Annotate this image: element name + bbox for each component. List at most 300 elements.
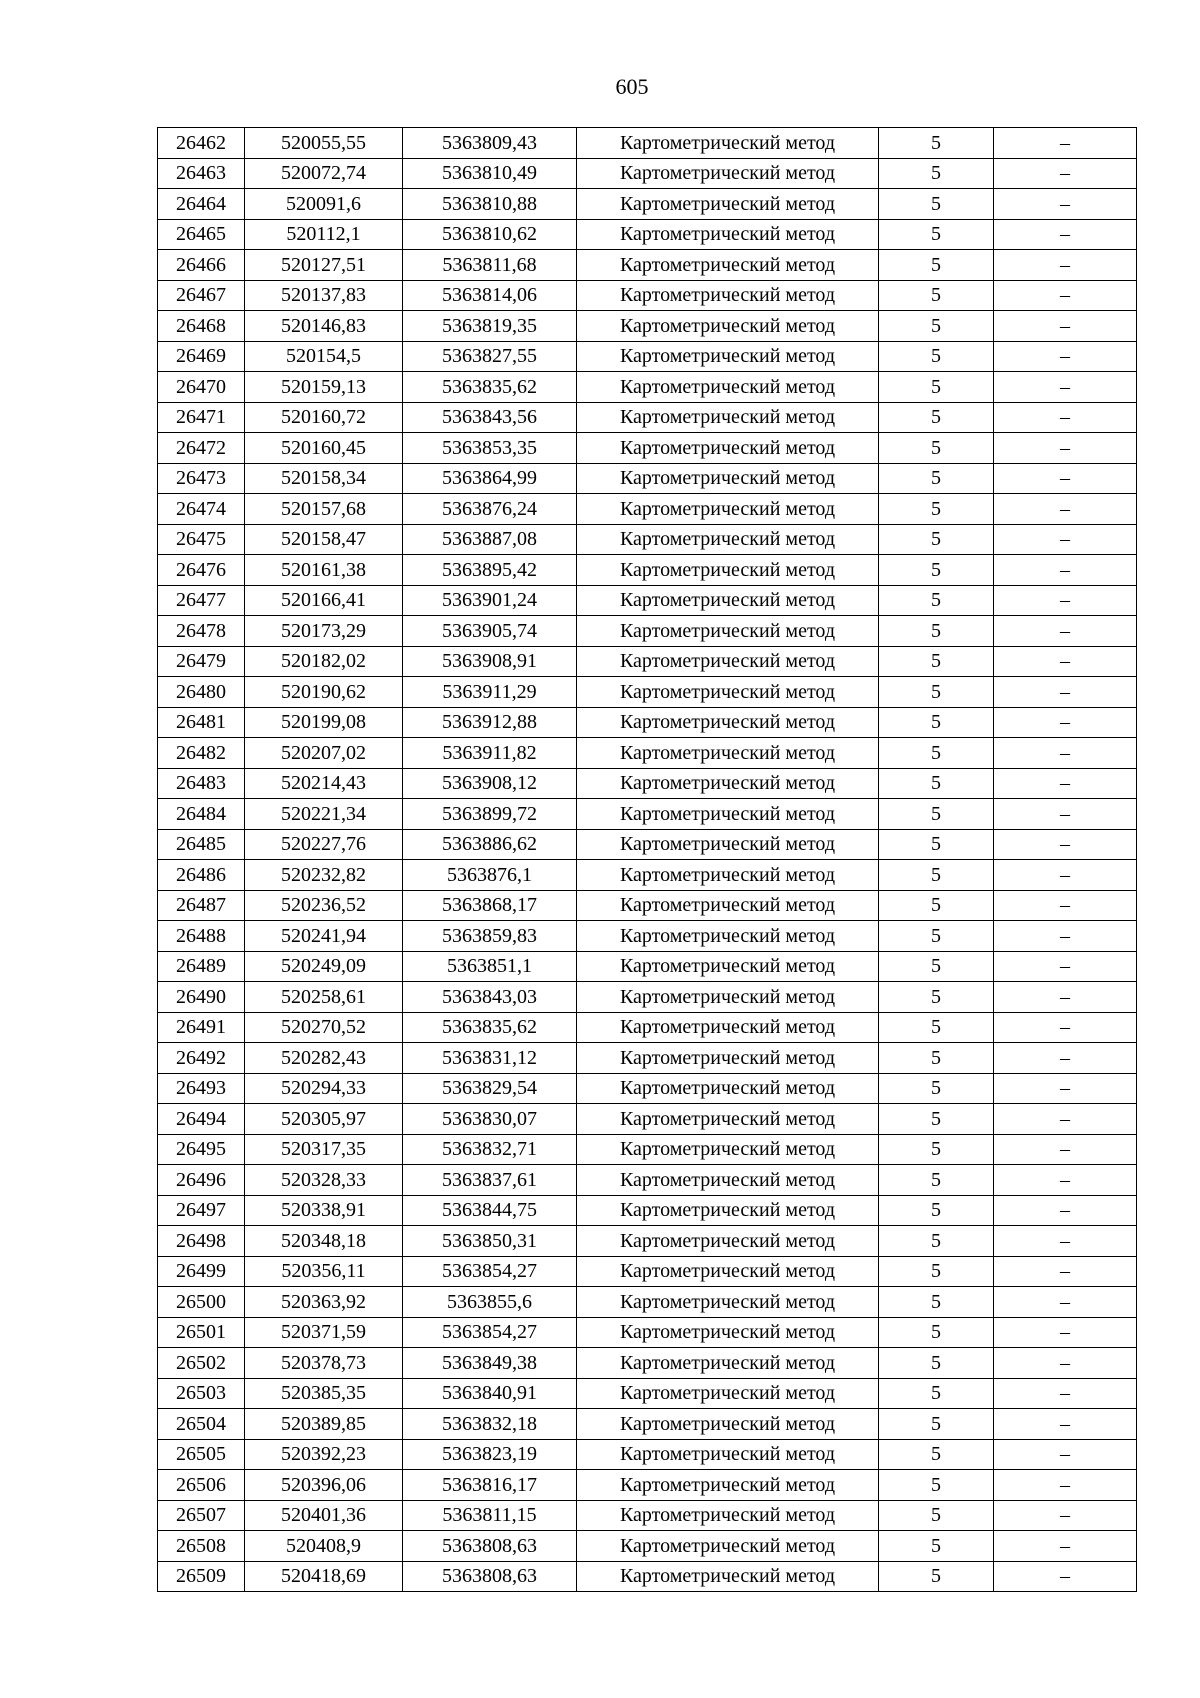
point-number-cell: 26506 (158, 1470, 245, 1501)
note-cell: – (994, 1470, 1137, 1501)
note-cell: – (994, 158, 1137, 189)
accuracy-cell: 5 (879, 555, 994, 586)
table-row (158, 1500, 1137, 1531)
point-number-cell: 26464 (158, 189, 245, 220)
y-coordinate-cell: 5363876,24 (403, 494, 577, 525)
table-row (158, 585, 1137, 616)
method-cell: Картометрический метод (577, 250, 879, 281)
point-number-cell: 26504 (158, 1409, 245, 1440)
y-coordinate-cell: 5363810,62 (403, 219, 577, 250)
y-coordinate-cell: 5363859,83 (403, 921, 577, 952)
x-coordinate-cell: 520385,35 (245, 1378, 403, 1409)
note-cell: – (994, 1409, 1137, 1440)
x-coordinate-cell: 520158,47 (245, 524, 403, 555)
y-coordinate-cell: 5363811,15 (403, 1500, 577, 1531)
accuracy-cell: 5 (879, 1409, 994, 1440)
accuracy-cell: 5 (879, 646, 994, 677)
y-coordinate-cell: 5363829,54 (403, 1073, 577, 1104)
note-cell: – (994, 128, 1137, 159)
method-cell: Картометрический метод (577, 1531, 879, 1562)
method-cell: Картометрический метод (577, 1439, 879, 1470)
y-coordinate-cell: 5363854,27 (403, 1317, 577, 1348)
accuracy-cell: 5 (879, 890, 994, 921)
x-coordinate-cell: 520241,94 (245, 921, 403, 952)
x-coordinate-cell: 520112,1 (245, 219, 403, 250)
x-coordinate-cell: 520258,61 (245, 982, 403, 1013)
x-coordinate-cell: 520199,08 (245, 707, 403, 738)
y-coordinate-cell: 5363840,91 (403, 1378, 577, 1409)
table-row (158, 829, 1137, 860)
y-coordinate-cell: 5363912,88 (403, 707, 577, 738)
point-number-cell: 26462 (158, 128, 245, 159)
note-cell: – (994, 1012, 1137, 1043)
note-cell: – (994, 677, 1137, 708)
y-coordinate-cell: 5363864,99 (403, 463, 577, 494)
accuracy-cell: 5 (879, 402, 994, 433)
note-cell: – (994, 189, 1137, 220)
method-cell: Картометрический метод (577, 738, 879, 769)
note-cell: – (994, 1287, 1137, 1318)
table-row (158, 1439, 1137, 1470)
table-row (158, 616, 1137, 647)
method-cell: Картометрический метод (577, 585, 879, 616)
method-cell: Картометрический метод (577, 1561, 879, 1592)
y-coordinate-cell: 5363835,62 (403, 372, 577, 403)
table-row (158, 219, 1137, 250)
y-coordinate-cell: 5363837,61 (403, 1165, 577, 1196)
accuracy-cell: 5 (879, 463, 994, 494)
y-coordinate-cell: 5363901,24 (403, 585, 577, 616)
x-coordinate-cell: 520190,62 (245, 677, 403, 708)
y-coordinate-cell: 5363819,35 (403, 311, 577, 342)
note-cell: – (994, 951, 1137, 982)
table-row (158, 402, 1137, 433)
note-cell: – (994, 433, 1137, 464)
point-number-cell: 26467 (158, 280, 245, 311)
table-row (158, 860, 1137, 891)
x-coordinate-cell: 520338,91 (245, 1195, 403, 1226)
point-number-cell: 26509 (158, 1561, 245, 1592)
accuracy-cell: 5 (879, 1256, 994, 1287)
table-row (158, 341, 1137, 372)
method-cell: Картометрический метод (577, 799, 879, 830)
accuracy-cell: 5 (879, 1287, 994, 1318)
note-cell: – (994, 555, 1137, 586)
x-coordinate-cell: 520158,34 (245, 463, 403, 494)
x-coordinate-cell: 520371,59 (245, 1317, 403, 1348)
x-coordinate-cell: 520396,06 (245, 1470, 403, 1501)
table-row (158, 158, 1137, 189)
note-cell: – (994, 1104, 1137, 1135)
note-cell: – (994, 707, 1137, 738)
method-cell: Картометрический метод (577, 555, 879, 586)
accuracy-cell: 5 (879, 921, 994, 952)
y-coordinate-cell: 5363811,68 (403, 250, 577, 281)
note-cell: – (994, 219, 1137, 250)
x-coordinate-cell: 520157,68 (245, 494, 403, 525)
point-number-cell: 26470 (158, 372, 245, 403)
table-row (158, 311, 1137, 342)
y-coordinate-cell: 5363851,1 (403, 951, 577, 982)
note-cell: – (994, 1043, 1137, 1074)
point-number-cell: 26495 (158, 1134, 245, 1165)
x-coordinate-cell: 520363,92 (245, 1287, 403, 1318)
page-number: 605 (615, 74, 649, 99)
point-number-cell: 26496 (158, 1165, 245, 1196)
note-cell: – (994, 1378, 1137, 1409)
x-coordinate-cell: 520348,18 (245, 1226, 403, 1257)
accuracy-cell: 5 (879, 799, 994, 830)
method-cell: Картометрический метод (577, 677, 879, 708)
note-cell: – (994, 585, 1137, 616)
note-cell: – (994, 341, 1137, 372)
method-cell: Картометрический метод (577, 341, 879, 372)
y-coordinate-cell: 5363849,38 (403, 1348, 577, 1379)
x-coordinate-cell: 520055,55 (245, 128, 403, 159)
accuracy-cell: 5 (879, 677, 994, 708)
x-coordinate-cell: 520166,41 (245, 585, 403, 616)
note-cell: – (994, 890, 1137, 921)
point-number-cell: 26502 (158, 1348, 245, 1379)
note-cell: – (994, 402, 1137, 433)
point-number-cell: 26489 (158, 951, 245, 982)
table-row (158, 1348, 1137, 1379)
point-number-cell: 26465 (158, 219, 245, 250)
method-cell: Картометрический метод (577, 890, 879, 921)
table-row (158, 982, 1137, 1013)
y-coordinate-cell: 5363835,62 (403, 1012, 577, 1043)
note-cell: – (994, 799, 1137, 830)
accuracy-cell: 5 (879, 341, 994, 372)
x-coordinate-cell: 520160,72 (245, 402, 403, 433)
table-row (158, 1256, 1137, 1287)
table-row (158, 1378, 1137, 1409)
note-cell: – (994, 768, 1137, 799)
point-number-cell: 26473 (158, 463, 245, 494)
x-coordinate-cell: 520236,52 (245, 890, 403, 921)
accuracy-cell: 5 (879, 951, 994, 982)
accuracy-cell: 5 (879, 1043, 994, 1074)
table-row (158, 1470, 1137, 1501)
accuracy-cell: 5 (879, 1012, 994, 1043)
note-cell: – (994, 1500, 1137, 1531)
note-cell: – (994, 1226, 1137, 1257)
x-coordinate-cell: 520182,02 (245, 646, 403, 677)
point-number-cell: 26486 (158, 860, 245, 891)
y-coordinate-cell: 5363886,62 (403, 829, 577, 860)
point-number-cell: 26491 (158, 1012, 245, 1043)
y-coordinate-cell: 5363854,27 (403, 1256, 577, 1287)
y-coordinate-cell: 5363908,12 (403, 768, 577, 799)
method-cell: Картометрический метод (577, 982, 879, 1013)
method-cell: Картометрический метод (577, 921, 879, 952)
point-number-cell: 26488 (158, 921, 245, 952)
table-row (158, 463, 1137, 494)
table-row (158, 494, 1137, 525)
x-coordinate-cell: 520356,11 (245, 1256, 403, 1287)
accuracy-cell: 5 (879, 768, 994, 799)
y-coordinate-cell: 5363831,12 (403, 1043, 577, 1074)
point-number-cell: 26485 (158, 829, 245, 860)
table-row (158, 1104, 1137, 1135)
method-cell: Картометрический метод (577, 280, 879, 311)
table-row (158, 951, 1137, 982)
accuracy-cell: 5 (879, 860, 994, 891)
table-row (158, 1561, 1137, 1592)
accuracy-cell: 5 (879, 128, 994, 159)
method-cell: Картометрический метод (577, 372, 879, 403)
x-coordinate-cell: 520127,51 (245, 250, 403, 281)
x-coordinate-cell: 520401,36 (245, 1500, 403, 1531)
table-row (158, 1134, 1137, 1165)
accuracy-cell: 5 (879, 1226, 994, 1257)
table-row (158, 524, 1137, 555)
coordinates-table (157, 127, 1137, 1592)
accuracy-cell: 5 (879, 433, 994, 464)
y-coordinate-cell: 5363905,74 (403, 616, 577, 647)
note-cell: – (994, 1317, 1137, 1348)
x-coordinate-cell: 520221,34 (245, 799, 403, 830)
method-cell: Картометрический метод (577, 829, 879, 860)
x-coordinate-cell: 520159,13 (245, 372, 403, 403)
point-number-cell: 26468 (158, 311, 245, 342)
accuracy-cell: 5 (879, 1561, 994, 1592)
point-number-cell: 26494 (158, 1104, 245, 1135)
method-cell: Картометрический метод (577, 1195, 879, 1226)
y-coordinate-cell: 5363832,18 (403, 1409, 577, 1440)
point-number-cell: 26476 (158, 555, 245, 586)
y-coordinate-cell: 5363816,17 (403, 1470, 577, 1501)
point-number-cell: 26505 (158, 1439, 245, 1470)
y-coordinate-cell: 5363830,07 (403, 1104, 577, 1135)
note-cell: – (994, 921, 1137, 952)
y-coordinate-cell: 5363908,91 (403, 646, 577, 677)
x-coordinate-cell: 520160,45 (245, 433, 403, 464)
method-cell: Картометрический метод (577, 1165, 879, 1196)
table-row (158, 921, 1137, 952)
method-cell: Картометрический метод (577, 1348, 879, 1379)
table-row (158, 677, 1137, 708)
note-cell: – (994, 524, 1137, 555)
table-row (158, 1195, 1137, 1226)
point-number-cell: 26469 (158, 341, 245, 372)
method-cell: Картометрический метод (577, 1470, 879, 1501)
x-coordinate-cell: 520214,43 (245, 768, 403, 799)
method-cell: Картометрический метод (577, 1256, 879, 1287)
y-coordinate-cell: 5363810,49 (403, 158, 577, 189)
accuracy-cell: 5 (879, 311, 994, 342)
point-number-cell: 26492 (158, 1043, 245, 1074)
method-cell: Картометрический метод (577, 646, 879, 677)
method-cell: Картометрический метод (577, 1317, 879, 1348)
point-number-cell: 26497 (158, 1195, 245, 1226)
point-number-cell: 26478 (158, 616, 245, 647)
accuracy-cell: 5 (879, 982, 994, 1013)
point-number-cell: 26463 (158, 158, 245, 189)
table-row (158, 1317, 1137, 1348)
y-coordinate-cell: 5363808,63 (403, 1561, 577, 1592)
x-coordinate-cell: 520328,33 (245, 1165, 403, 1196)
y-coordinate-cell: 5363895,42 (403, 555, 577, 586)
accuracy-cell: 5 (879, 280, 994, 311)
note-cell: – (994, 1439, 1137, 1470)
note-cell: – (994, 1165, 1137, 1196)
table-row (158, 1165, 1137, 1196)
table-row (158, 738, 1137, 769)
method-cell: Картометрический метод (577, 494, 879, 525)
note-cell: – (994, 1561, 1137, 1592)
accuracy-cell: 5 (879, 250, 994, 281)
point-number-cell: 26490 (158, 982, 245, 1013)
accuracy-cell: 5 (879, 1104, 994, 1135)
x-coordinate-cell: 520091,6 (245, 189, 403, 220)
y-coordinate-cell: 5363911,82 (403, 738, 577, 769)
method-cell: Картометрический метод (577, 1043, 879, 1074)
method-cell: Картометрический метод (577, 616, 879, 647)
point-number-cell: 26483 (158, 768, 245, 799)
point-number-cell: 26472 (158, 433, 245, 464)
x-coordinate-cell: 520408,9 (245, 1531, 403, 1562)
y-coordinate-cell: 5363832,71 (403, 1134, 577, 1165)
x-coordinate-cell: 520294,33 (245, 1073, 403, 1104)
accuracy-cell: 5 (879, 1348, 994, 1379)
note-cell: – (994, 494, 1137, 525)
x-coordinate-cell: 520270,52 (245, 1012, 403, 1043)
method-cell: Картометрический метод (577, 128, 879, 159)
x-coordinate-cell: 520173,29 (245, 616, 403, 647)
accuracy-cell: 5 (879, 616, 994, 647)
method-cell: Картометрический метод (577, 951, 879, 982)
table-row (158, 707, 1137, 738)
table-row (158, 1012, 1137, 1043)
accuracy-cell: 5 (879, 1134, 994, 1165)
accuracy-cell: 5 (879, 1073, 994, 1104)
table-row (158, 555, 1137, 586)
method-cell: Картометрический метод (577, 1378, 879, 1409)
note-cell: – (994, 280, 1137, 311)
note-cell: – (994, 616, 1137, 647)
accuracy-cell: 5 (879, 372, 994, 403)
x-coordinate-cell: 520227,76 (245, 829, 403, 860)
y-coordinate-cell: 5363814,06 (403, 280, 577, 311)
y-coordinate-cell: 5363843,03 (403, 982, 577, 1013)
point-number-cell: 26482 (158, 738, 245, 769)
x-coordinate-cell: 520418,69 (245, 1561, 403, 1592)
accuracy-cell: 5 (879, 829, 994, 860)
y-coordinate-cell: 5363899,72 (403, 799, 577, 830)
x-coordinate-cell: 520207,02 (245, 738, 403, 769)
table-row (158, 128, 1137, 159)
accuracy-cell: 5 (879, 1470, 994, 1501)
method-cell: Картометрический метод (577, 1104, 879, 1135)
method-cell: Картометрический метод (577, 1134, 879, 1165)
point-number-cell: 26475 (158, 524, 245, 555)
point-number-cell: 26477 (158, 585, 245, 616)
note-cell: – (994, 1134, 1137, 1165)
method-cell: Картометрический метод (577, 1409, 879, 1440)
point-number-cell: 26503 (158, 1378, 245, 1409)
point-number-cell: 26471 (158, 402, 245, 433)
table-row (158, 890, 1137, 921)
point-number-cell: 26479 (158, 646, 245, 677)
y-coordinate-cell: 5363809,43 (403, 128, 577, 159)
y-coordinate-cell: 5363887,08 (403, 524, 577, 555)
note-cell: – (994, 311, 1137, 342)
accuracy-cell: 5 (879, 1531, 994, 1562)
coordinates-table-body (158, 128, 1137, 1592)
method-cell: Картометрический метод (577, 433, 879, 464)
note-cell: – (994, 860, 1137, 891)
method-cell: Картометрический метод (577, 1012, 879, 1043)
point-number-cell: 26508 (158, 1531, 245, 1562)
note-cell: – (994, 1348, 1137, 1379)
x-coordinate-cell: 520072,74 (245, 158, 403, 189)
method-cell: Картометрический метод (577, 219, 879, 250)
accuracy-cell: 5 (879, 1195, 994, 1226)
method-cell: Картометрический метод (577, 707, 879, 738)
table-row (158, 799, 1137, 830)
table-row (158, 1226, 1137, 1257)
accuracy-cell: 5 (879, 1439, 994, 1470)
point-number-cell: 26498 (158, 1226, 245, 1257)
table-row (158, 1287, 1137, 1318)
accuracy-cell: 5 (879, 158, 994, 189)
table-row (158, 280, 1137, 311)
x-coordinate-cell: 520317,35 (245, 1134, 403, 1165)
table-row (158, 189, 1137, 220)
table-row (158, 1043, 1137, 1074)
accuracy-cell: 5 (879, 524, 994, 555)
accuracy-cell: 5 (879, 738, 994, 769)
method-cell: Картометрический метод (577, 463, 879, 494)
method-cell: Картометрический метод (577, 189, 879, 220)
point-number-cell: 26493 (158, 1073, 245, 1104)
y-coordinate-cell: 5363827,55 (403, 341, 577, 372)
point-number-cell: 26501 (158, 1317, 245, 1348)
y-coordinate-cell: 5363844,75 (403, 1195, 577, 1226)
x-coordinate-cell: 520282,43 (245, 1043, 403, 1074)
table-row (158, 250, 1137, 281)
point-number-cell: 26484 (158, 799, 245, 830)
note-cell: – (994, 372, 1137, 403)
note-cell: – (994, 738, 1137, 769)
x-coordinate-cell: 520392,23 (245, 1439, 403, 1470)
note-cell: – (994, 1531, 1137, 1562)
x-coordinate-cell: 520378,73 (245, 1348, 403, 1379)
y-coordinate-cell: 5363823,19 (403, 1439, 577, 1470)
x-coordinate-cell: 520154,5 (245, 341, 403, 372)
point-number-cell: 26481 (158, 707, 245, 738)
table-row (158, 433, 1137, 464)
y-coordinate-cell: 5363850,31 (403, 1226, 577, 1257)
y-coordinate-cell: 5363808,63 (403, 1531, 577, 1562)
table-row (158, 372, 1137, 403)
method-cell: Картометрический метод (577, 1226, 879, 1257)
note-cell: – (994, 1195, 1137, 1226)
table-row (158, 768, 1137, 799)
x-coordinate-cell: 520305,97 (245, 1104, 403, 1135)
accuracy-cell: 5 (879, 707, 994, 738)
y-coordinate-cell: 5363810,88 (403, 189, 577, 220)
note-cell: – (994, 646, 1137, 677)
method-cell: Картометрический метод (577, 860, 879, 891)
table-row (158, 1409, 1137, 1440)
note-cell: – (994, 829, 1137, 860)
method-cell: Картометрический метод (577, 402, 879, 433)
y-coordinate-cell: 5363911,29 (403, 677, 577, 708)
y-coordinate-cell: 5363843,56 (403, 402, 577, 433)
table-row (158, 646, 1137, 677)
